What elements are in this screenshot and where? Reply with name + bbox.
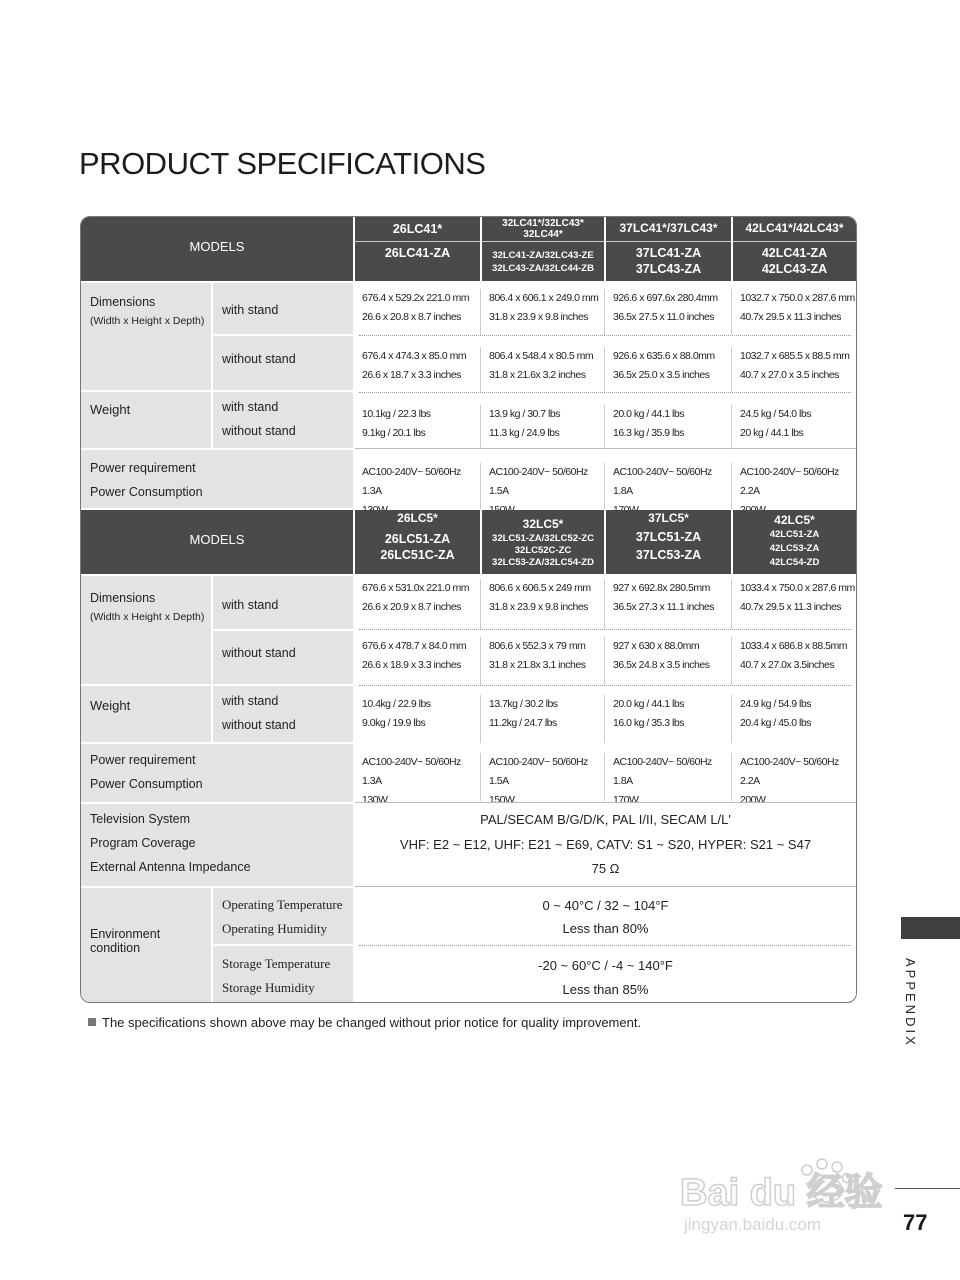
dimensions-with-stand-value: 1033.4 x 750.0 x 287.6 mm xyxy=(740,582,855,594)
dimensions-with-stand-value: 40.7x 29.5 x 11.3 inches xyxy=(740,601,842,613)
model-col-26 xyxy=(355,217,480,281)
dimensions-without-stand-cell xyxy=(740,637,855,675)
weight-label-cell xyxy=(81,392,211,448)
without-stand-label: without stand xyxy=(222,424,296,438)
weight-value: 10.4kg / 22.9 lbs xyxy=(362,698,431,710)
dimensions-without-stand-value: 927 x 630 x 88.0mm xyxy=(613,640,700,652)
model-col-37 xyxy=(606,217,731,281)
dimensions-with-stand-value: 806.6 x 606.5 x 249 mm xyxy=(489,582,591,594)
weight-cell xyxy=(362,405,479,443)
weight-sub-cell-2 xyxy=(213,686,353,742)
model-series: 26LC5* xyxy=(397,511,438,525)
appendix-side-label: APPENDIX xyxy=(903,958,918,1048)
power-value: 130W xyxy=(362,794,388,806)
bullet-square-icon xyxy=(88,1018,96,1026)
with-stand-cell-2 xyxy=(213,576,353,629)
dimensions-with-stand-value: 26.6 x 20.9 x 8.7 inches xyxy=(362,601,461,613)
dimensions-without-stand-value: 31.8 x 21.6x 3.2 inches xyxy=(489,369,586,381)
dimensions-with-stand-cell xyxy=(362,579,479,617)
power-value: AC100-240V~ 50/60Hz 1.3A xyxy=(362,756,461,787)
dimensions-with-stand-cell xyxy=(362,289,479,327)
dimensions-with-stand-cell xyxy=(740,579,855,617)
dimensions-sub-label: (Width x Height x Depth) xyxy=(90,315,205,327)
weight-label: Weight xyxy=(90,402,131,417)
model-number: 26LC51C-ZA xyxy=(380,548,455,562)
dimensions-without-stand-cell xyxy=(613,347,730,385)
power-requirement-label: Power requirement xyxy=(90,461,196,475)
spec-table xyxy=(80,216,857,1003)
dimensions-without-stand-value: 36.5x 25.0 x 3.5 inches xyxy=(613,369,710,381)
model-number: 42LC43-ZA xyxy=(761,262,828,276)
dimensions-without-stand-value: 926.6 x 635.6 x 88.0mm xyxy=(613,350,715,362)
model-series: 32LC5* xyxy=(522,517,564,531)
storage-values xyxy=(355,946,856,1002)
model-number: 26LC41-ZA xyxy=(384,246,451,260)
operating-values xyxy=(355,888,856,944)
power-requirement-label: Power requirement xyxy=(90,753,196,767)
without-stand-label: without stand xyxy=(222,646,296,660)
dimensions-with-stand-value: 1032.7 x 750.0 x 287.6 mm xyxy=(740,292,855,304)
weight-value: 11.3 kg / 24.9 lbs xyxy=(489,427,560,439)
weight-value: 16.3 kg / 35.9 lbs xyxy=(613,427,684,439)
weight-value: 13.9 kg / 30.7 lbs xyxy=(489,408,560,420)
weight-cell xyxy=(740,695,855,733)
dimensions-with-stand-cell xyxy=(489,289,603,327)
weight-label-cell-2 xyxy=(81,686,211,742)
page-number-rule xyxy=(895,1188,960,1189)
weight-cell xyxy=(613,405,730,443)
power-value: 200W xyxy=(740,794,766,806)
baidu-watermark xyxy=(672,1150,887,1240)
dimensions-without-stand-cell xyxy=(362,347,479,385)
power-value: AC100-240V~ 50/60Hz 2.2A xyxy=(740,466,839,497)
weight-value: 24.9 kg / 54.9 lbs xyxy=(740,698,811,710)
dimensions-with-stand-value: 40.7x 29.5 x 11.3 inches xyxy=(740,311,842,323)
model-number: 37LC41-ZA xyxy=(635,246,702,260)
model-number: 26LC51-ZA xyxy=(384,532,451,546)
operating-humidity-value: Less than 80% xyxy=(562,921,649,936)
dimensions-with-stand-cell xyxy=(740,289,855,327)
model-col-32 xyxy=(482,217,604,281)
dimensions-without-stand-value: 1033.4 x 686.8 x 88.5mm xyxy=(740,640,847,652)
power-label-cell xyxy=(81,450,353,508)
power-value: AC100-240V~ 50/60Hz 2.2A xyxy=(740,756,839,787)
appendix-tab-marker xyxy=(901,917,960,939)
model-series: 37LC41*/37LC43* xyxy=(619,221,718,235)
weight-value: 9.0kg / 19.9 lbs xyxy=(362,717,426,729)
dimensions-with-stand-value: 36.5x 27.3 x 11.1 inches xyxy=(613,601,715,613)
power-consumption-label: Power Consumption xyxy=(90,485,203,499)
weight-label: Weight xyxy=(90,698,131,713)
tv-system-label-cell xyxy=(81,804,353,886)
model-number: 42LC54-ZD xyxy=(769,557,820,568)
models-header-2 xyxy=(81,510,353,574)
watermark-brand: Bai du 经验 xyxy=(680,1172,883,1214)
model-series: 37LC5* xyxy=(648,511,689,525)
operating-temperature-value: 0 ~ 40°C / 32 ~ 104°F xyxy=(542,898,669,913)
storage-temperature-value: -20 ~ 60°C / -4 ~ 140°F xyxy=(538,958,673,973)
weight-cell xyxy=(489,695,603,733)
footnote xyxy=(88,1015,641,1030)
without-stand-cell-2 xyxy=(213,631,353,684)
model-col-37-s2 xyxy=(606,510,731,574)
dimensions-without-stand-value: 36.5x 24.8 x 3.5 inches xyxy=(613,659,710,671)
weight-cell xyxy=(740,405,855,443)
power-consumption-label: Power Consumption xyxy=(90,777,203,791)
model-col-42-s2 xyxy=(733,510,856,574)
dimensions-with-stand-value: 676.4 x 529.2x 221.0 mm xyxy=(362,292,469,304)
dimensions-without-stand-cell xyxy=(362,637,479,675)
program-coverage-label: Program Coverage xyxy=(90,836,196,850)
model-number: 32LC51-ZA/32LC52-ZC xyxy=(492,533,594,544)
dimensions-without-stand-value: 676.4 x 474.3 x 85.0 mm xyxy=(362,350,467,362)
dimensions-with-stand-value: 676.6 x 531.0x 221.0 mm xyxy=(362,582,469,594)
weight-sub-cell xyxy=(213,392,353,448)
model-col-42 xyxy=(733,217,856,281)
dimensions-without-stand-value: 40.7 x 27.0 x 3.5 inches xyxy=(740,369,839,381)
model-number: 37LC53-ZA xyxy=(635,548,702,562)
weight-value: 13.7kg / 30.2 lbs xyxy=(489,698,558,710)
dimensions-without-stand-value: 806.4 x 548.4 x 80.5 mm xyxy=(489,350,594,362)
dimensions-label: Dimensions xyxy=(90,295,156,309)
power-value: AC100-240V~ 50/60Hz 1.8A xyxy=(613,466,712,497)
without-stand-label: without stand xyxy=(222,718,296,732)
weight-value: 20 kg / 44.1 lbs xyxy=(740,427,804,439)
dimensions-without-stand-value: 26.6 x 18.7 x 3.3 inches xyxy=(362,369,461,381)
model-col-26-s2 xyxy=(355,510,480,574)
storage-humidity-value: Less than 85% xyxy=(562,982,649,997)
model-series: 42LC41*/42LC43* xyxy=(745,221,844,235)
weight-cell xyxy=(613,695,730,733)
dimensions-label-cell-2 xyxy=(81,576,211,684)
dimensions-without-stand-cell xyxy=(740,347,855,385)
dimensions-without-stand-value: 26.6 x 18.9 x 3.3 inches xyxy=(362,659,461,671)
model-number: 42LC53-ZA xyxy=(769,543,820,554)
dimensions-label-cell xyxy=(81,283,211,390)
dimensions-without-stand-cell xyxy=(489,347,603,385)
dimensions-sub-label: (Width x Height x Depth) xyxy=(90,611,205,623)
dimensions-with-stand-cell xyxy=(613,289,730,327)
power-value: AC100-240V~ 50/60Hz 1.3A xyxy=(362,466,461,497)
with-stand-cell xyxy=(213,283,353,334)
weight-value: 10.1kg / 22.3 lbs xyxy=(362,408,431,420)
model-number: 32LC53-ZA/32LC54-ZD xyxy=(492,557,594,568)
operating-humidity-label: Operating Humidity xyxy=(222,921,328,936)
dimensions-with-stand-value: 31.8 x 23.9 x 9.8 inches xyxy=(489,601,588,613)
dimensions-without-stand-value: 806.6 x 552.3 x 79 mm xyxy=(489,640,586,652)
dimensions-without-stand-value: 1032.7 x 685.5 x 88.5 mm xyxy=(740,350,850,362)
model-number: 37LC43-ZA xyxy=(635,262,702,276)
model-number: 42LC51-ZA xyxy=(769,529,820,540)
dimensions-without-stand-cell xyxy=(489,637,603,675)
weight-value: 20.0 kg / 44.1 lbs xyxy=(613,698,684,710)
footnote-text: The specifications shown above may be changed without prior notice for quality improvement. xyxy=(102,1015,642,1030)
dimensions-with-stand-value: 927 x 692.8x 280.5mm xyxy=(613,582,710,594)
antenna-impedance-value: 75 Ω xyxy=(591,861,620,876)
with-stand-label: with stand xyxy=(222,303,279,317)
model-number: 37LC51-ZA xyxy=(635,530,702,544)
weight-cell xyxy=(489,405,603,443)
with-stand-label: with stand xyxy=(222,598,279,612)
tv-system-values xyxy=(355,804,856,886)
weight-value: 20.4 kg / 45.0 lbs xyxy=(740,717,811,729)
television-system-label: Television System xyxy=(90,812,191,826)
dimensions-with-stand-value: 36.5x 27.5 x 11.0 inches xyxy=(613,311,715,323)
power-label-cell-2 xyxy=(81,744,353,802)
weight-value: 11.2kg / 24.7 lbs xyxy=(489,717,557,729)
storage-temperature-label: Storage Temperature xyxy=(222,956,331,971)
television-system-value: PAL/SECAM B/G/D/K, PAL I/II, SECAM L/L' xyxy=(480,812,731,827)
environment-label-cell xyxy=(81,888,211,1002)
power-value: AC100-240V~ 50/60Hz 1.5A xyxy=(489,466,588,497)
dimensions-with-stand-value: 806.4 x 606.1 x 249.0 mm xyxy=(489,292,599,304)
without-stand-cell xyxy=(213,336,353,390)
power-value: 150W xyxy=(489,794,515,806)
models-label: MODELS xyxy=(189,532,245,547)
dimensions-with-stand-value: 926.6 x 697.6x 280.4mm xyxy=(613,292,718,304)
storage-labels-cell xyxy=(213,946,353,1002)
weight-value: 16.0 kg / 35.3 lbs xyxy=(613,717,684,729)
models-header-1 xyxy=(81,217,353,281)
model-series: 32LC41*/32LC43* 32LC44* xyxy=(502,218,584,240)
model-series: 26LC41* xyxy=(392,222,443,236)
dimensions-without-stand-value: 676.6 x 478.7 x 84.0 mm xyxy=(362,640,467,652)
model-number: 42LC41-ZA xyxy=(761,246,828,260)
power-value: 170W xyxy=(613,794,639,806)
storage-humidity-label: Storage Humidity xyxy=(222,980,315,995)
operating-labels-cell xyxy=(213,888,353,944)
model-number: 32LC52C-ZC xyxy=(514,545,572,556)
dimensions-without-stand-value: 31.8 x 21.8x 3.1 inches xyxy=(489,659,586,671)
with-stand-label: with stand xyxy=(222,400,279,414)
model-number: 32LC41-ZA/32LC43-ZE xyxy=(492,250,594,261)
watermark-url: jingyan.baidu.com xyxy=(684,1215,822,1234)
power-value: AC100-240V~ 50/60Hz 1.8A xyxy=(613,756,712,787)
model-col-32-s2 xyxy=(482,510,604,574)
dimensions-without-stand-cell xyxy=(613,637,730,675)
environment-label: Environment condition xyxy=(90,927,161,955)
page-number: 77 xyxy=(903,1210,928,1235)
dimensions-with-stand-value: 26.6 x 20.8 x 8.7 inches xyxy=(362,311,461,323)
dimensions-without-stand-value: 40.7 x 27.0x 3.5inches xyxy=(740,659,835,671)
power-value: AC100-240V~ 50/60Hz 1.5A xyxy=(489,756,588,787)
model-number: 32LC43-ZA/32LC44-ZB xyxy=(492,263,594,274)
model-series: 42LC5* xyxy=(774,513,815,527)
dimensions-label: Dimensions xyxy=(90,591,156,605)
dimensions-with-stand-cell xyxy=(613,579,730,617)
weight-value: 24.5 kg / 54.0 lbs xyxy=(740,408,811,420)
page-title: PRODUCT SPECIFICATIONS xyxy=(79,146,486,181)
dimensions-with-stand-cell xyxy=(489,579,603,617)
models-label: MODELS xyxy=(189,239,245,254)
program-coverage-value: VHF: E2 ~ E12, UHF: E21 ~ E69, CATV: S1 ~ S20, HYPER: S21 ~ S47 xyxy=(399,837,812,852)
with-stand-label: with stand xyxy=(222,694,279,708)
antenna-impedance-label: External Antenna Impedance xyxy=(90,860,251,874)
weight-cell xyxy=(362,695,479,733)
dimensions-with-stand-value: 31.8 x 23.9 x 9.8 inches xyxy=(489,311,588,323)
weight-value: 20.0 kg / 44.1 lbs xyxy=(613,408,684,420)
without-stand-label: without stand xyxy=(222,352,296,366)
weight-value: 9.1kg / 20.1 lbs xyxy=(362,427,426,439)
operating-temperature-label: Operating Temperature xyxy=(222,897,343,912)
